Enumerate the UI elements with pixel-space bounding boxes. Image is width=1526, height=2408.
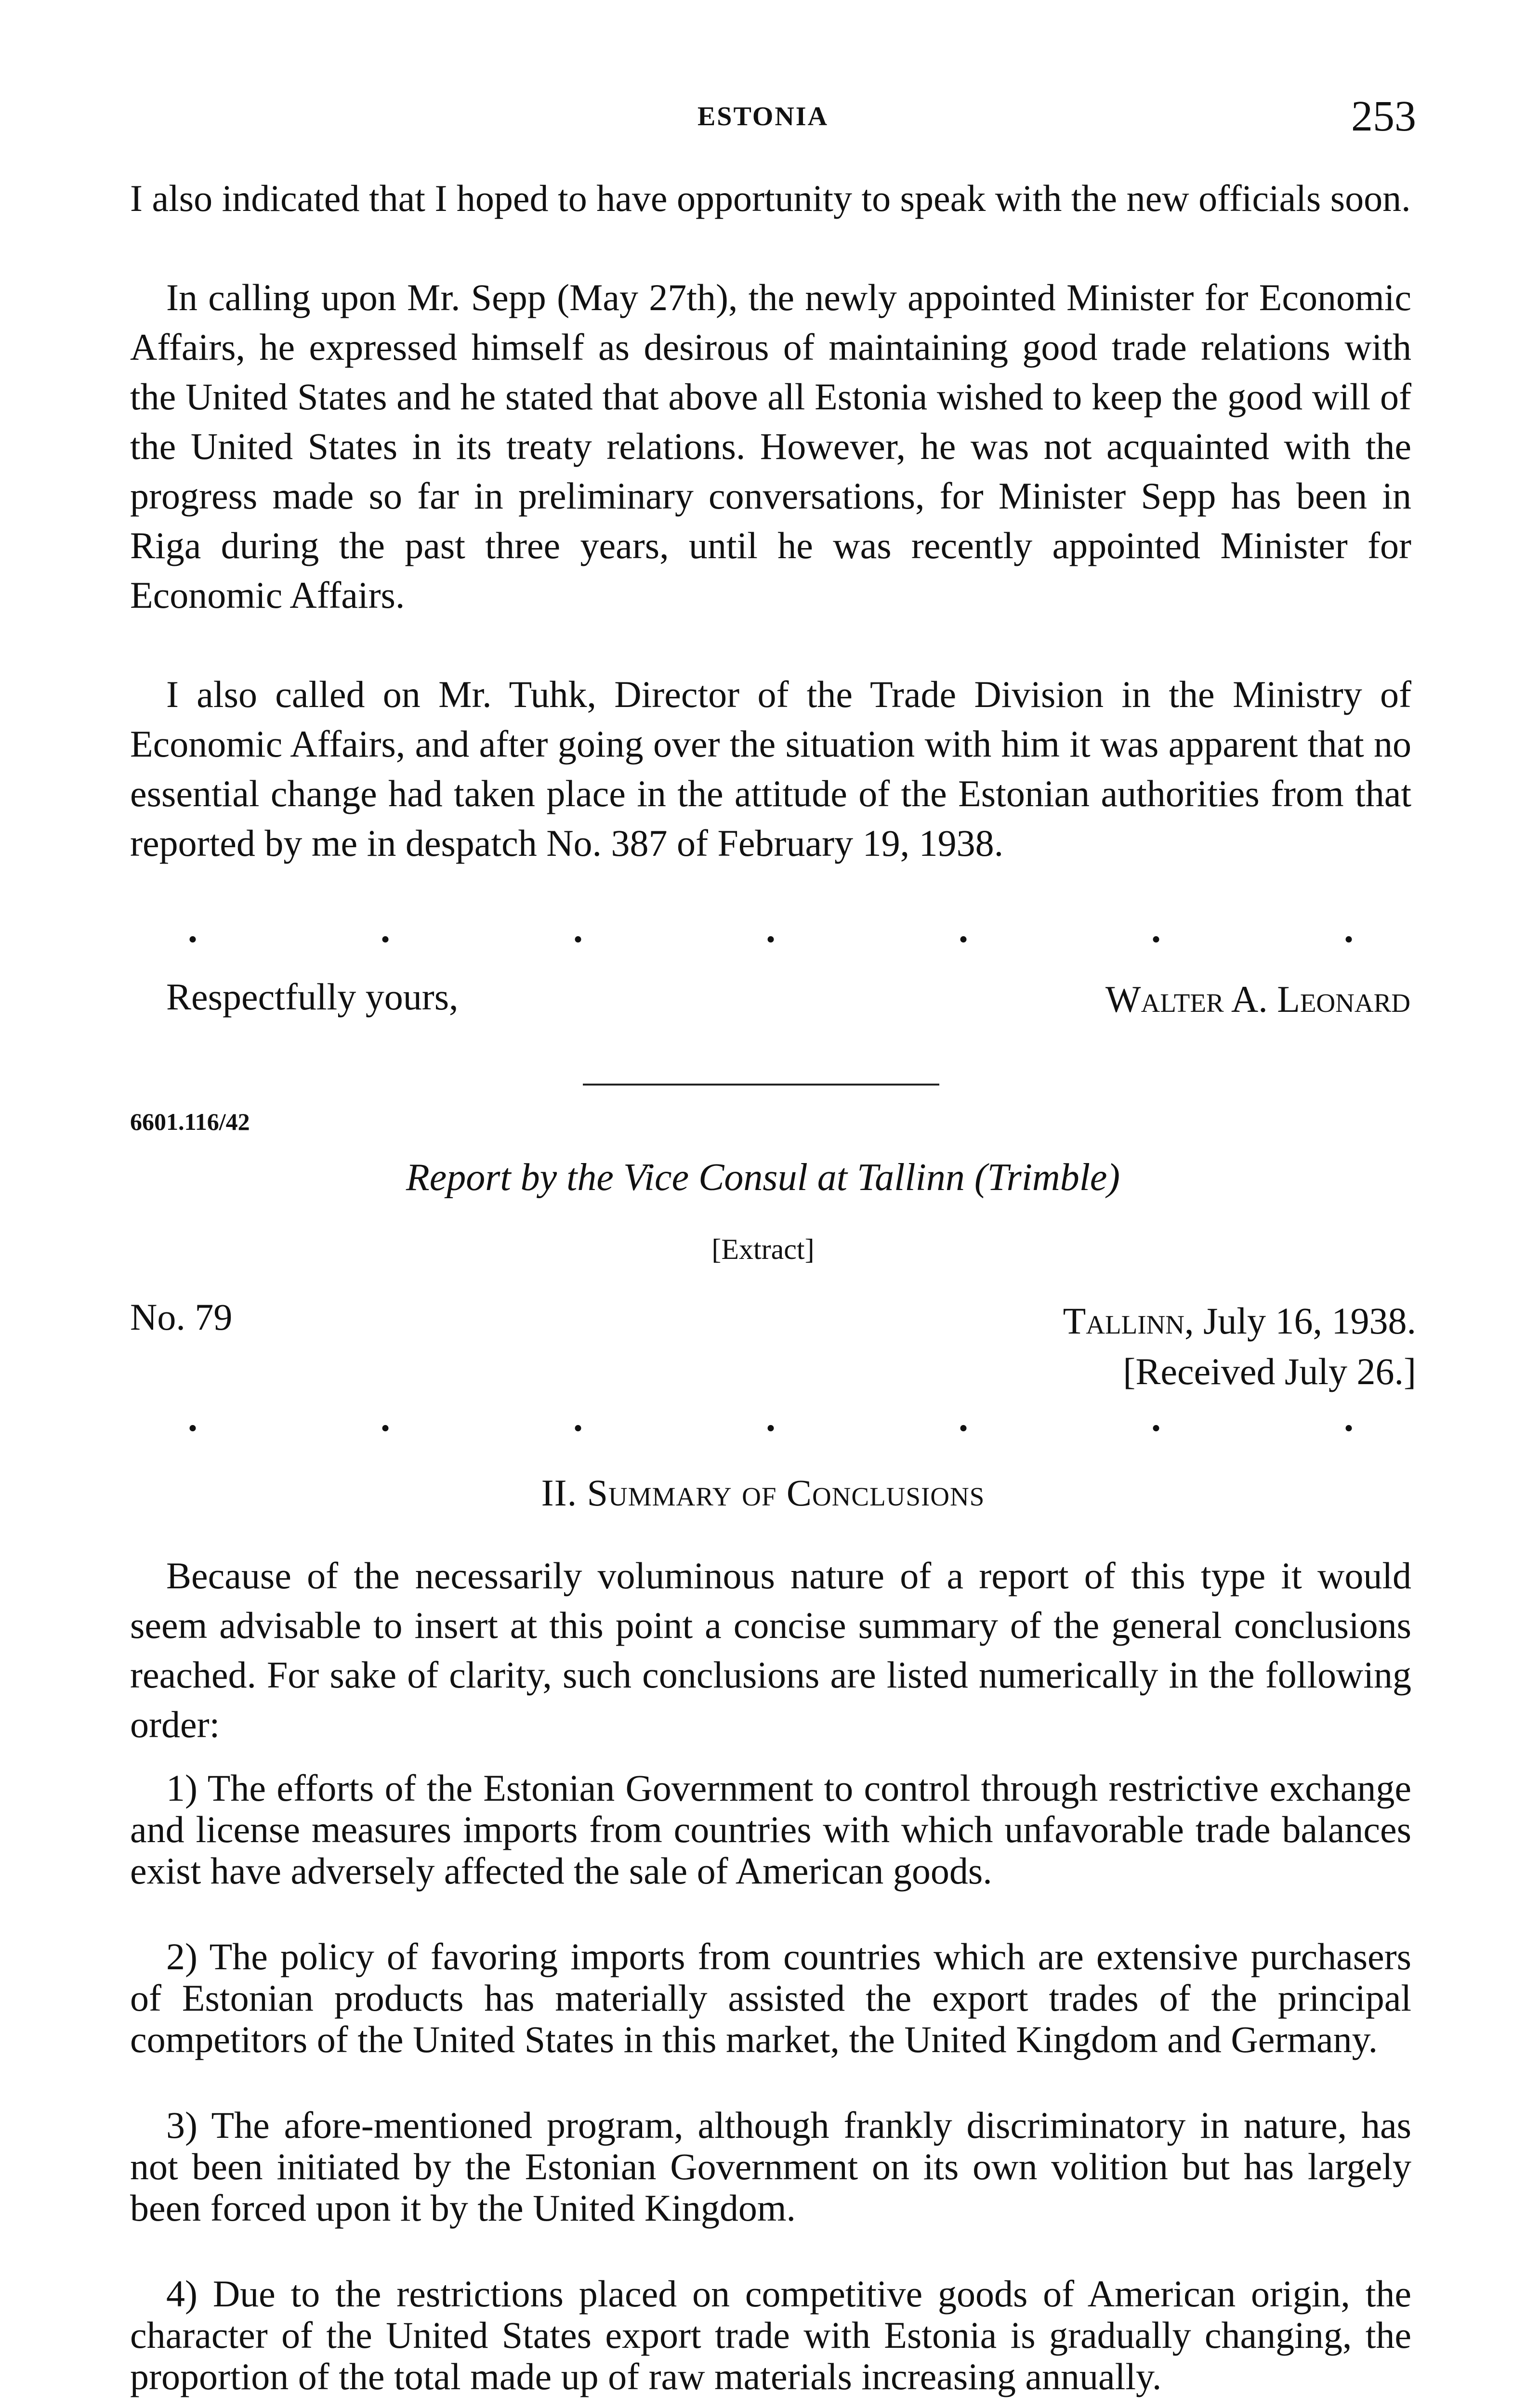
closing-salutation: Respectfully yours, (166, 976, 459, 1018)
dateline-place: Tallinn, (1063, 1300, 1194, 1342)
received-date: [Received July 26.] (1123, 1350, 1416, 1392)
section-divider (583, 1084, 939, 1086)
report-intro: Because of the necessarily voluminous nature of a report of this type it would seem advisable to insert at this point a concise summary of the general conclusions reached. For sake of clarity, such conclusions are listed numerically in the following order: (130, 1555, 1411, 1745)
running-header: ESTONIA (697, 102, 829, 131)
report-number: No. 79 (130, 1296, 233, 1338)
conclusion-3: 3) The afore-mentioned program, although frankly discriminatory in nature, has not been initiated by the Estonian Government on its own volition but has largely been forced upon it by the United Kingdom. (130, 2104, 1411, 2229)
dateline-date: July 16, 1938. (1203, 1300, 1416, 1342)
letter-paragraph-2: In calling upon Mr. Sepp (May 27th), the newly appointed Minister for Economic Affairs, he expressed himself as desirous of maintaining good trade relations with the United States and he stated that above all Estonia wished to keep the good will of the United States in its treaty relations. However, he was not acquainted with the progress made so far in preliminary conversations, for Minister Sepp has been in Riga during the past three years, until he was recently appointed Minister for Economic Affairs. (130, 276, 1411, 616)
report-title: Report by the Vice Consul at Tallinn (Trimble) (406, 1156, 1120, 1199)
page-number: 253 (1351, 92, 1416, 140)
conclusion-2: 2) The policy of favoring imports from countries which are extensive purchasers of Estonian products has materially assisted the export trades of the principal competitors of the United States in this market, the United Kingdom and Germany. (130, 1936, 1411, 2060)
omission-dots: . . . . . . . (188, 908, 1354, 951)
letter-paragraph-3: I also called on Mr. Tuhk, Director of the Trade Division in the Ministry of Economic Affairs, and after going over the situation with him it was apparent that no essential change had taken place in the attitude of the Estonian authorities from that reported by me in despatch No. 387 of February 19, 1938. (130, 673, 1411, 864)
extract-label: [Extract] (711, 1233, 815, 1265)
letter-paragraph-1: I also indicated that I hoped to have opportunity to speak with the new officials soon. (130, 177, 1411, 219)
signature: Walter A. Leonard (1105, 978, 1410, 1020)
conclusion-4: 4) Due to the restrictions placed on competitive goods of American origin, the character of the United States export trade with Estonia is gradually changing, the proportion of the total made up of raw materials increasing annually. (130, 2273, 1411, 2397)
section-heading: II. Summary of Conclusions (541, 1472, 985, 1514)
omission-dots-2: . . . . . . . (188, 1397, 1354, 1440)
file-number: 6601.116/42 (130, 1108, 250, 1135)
conclusion-1: 1) The efforts of the Estonian Government to control through restrictive exchange and license measures imports from countries with which unfavorable trade balances exist have adversely affected the sale of American goods. (130, 1767, 1411, 1892)
dateline (1063, 1296, 1416, 1397)
